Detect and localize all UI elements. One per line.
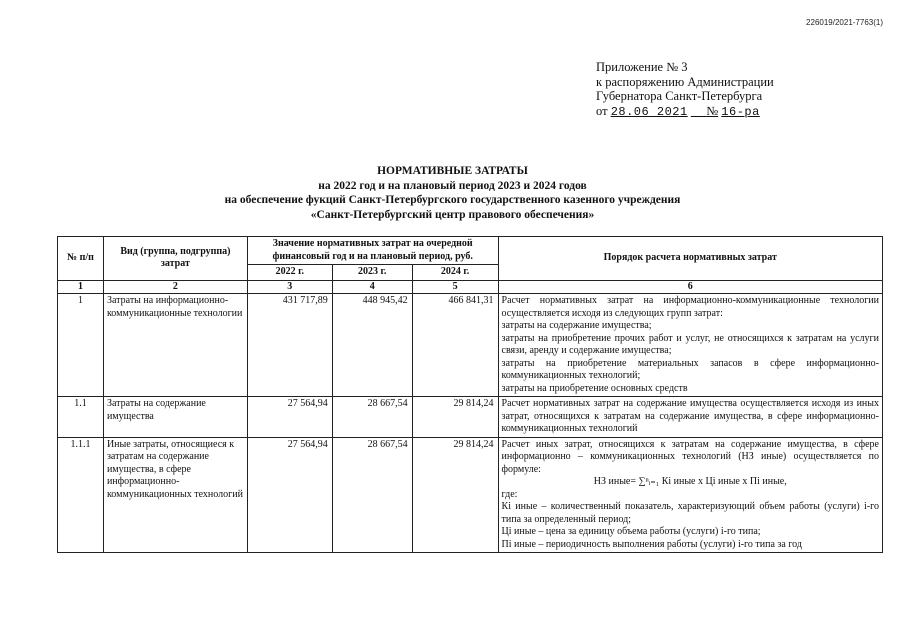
title-line-2: на 2022 год и на плановый период 2023 и 2024 годов xyxy=(318,179,587,192)
row-num: 1.1.1 xyxy=(58,437,104,553)
title-line-4: «Санкт-Петербургский центр правового обеспечения» xyxy=(310,208,595,221)
colnum-4: 4 xyxy=(332,280,412,294)
header-year-2023: 2023 г. xyxy=(332,265,412,281)
colnum-3: 3 xyxy=(247,280,332,294)
order-line: Расчет нормативных затрат на содержание имущества осуществляется исходя из иных затрат, относящихся к затратам на содержание имущества, в сфере информационно-коммуникационных технологий xyxy=(501,398,879,434)
row-num: 1 xyxy=(58,294,104,397)
appendix-line-1: Приложение № 3 xyxy=(596,60,688,74)
appendix-line-3: Губернатора Санкт-Петербурга xyxy=(596,89,763,103)
row-value-2022: 431 717,89 xyxy=(247,294,332,397)
row-value-2022: 27 564,94 xyxy=(247,437,332,553)
colnum-6: 6 xyxy=(498,280,882,294)
order-line: затраты на приобретение прочих работ и услуг, не относящихся к затратам на услуги связи, аренду и содержание имущества; xyxy=(501,332,879,356)
header-num: № п/п xyxy=(58,237,104,281)
document-title xyxy=(0,164,905,222)
header-value: Значение нормативных затрат на очередной финансовый год и на плановый период, руб. xyxy=(247,237,498,265)
colnum-2: 2 xyxy=(103,280,247,294)
where-label: где: xyxy=(501,488,518,500)
header-order: Порядок расчета нормативных затрат xyxy=(498,237,882,281)
row-order xyxy=(498,437,882,553)
row-value-2024: 466 841,31 xyxy=(412,294,498,397)
row-order xyxy=(498,294,882,397)
row-value-2023: 28 667,54 xyxy=(332,437,412,553)
order-line: затраты на приобретение материальных запасов в сфере информационно-коммуникационных технологий; xyxy=(501,357,879,381)
column-numbers-row xyxy=(58,280,883,294)
row-type: Иные затраты, относящиеся к затратам на содержание имущества, в сфере информационно-коммуникационных технологий xyxy=(103,437,247,553)
header-type: Вид (группа, подгруппа) затрат xyxy=(103,237,247,281)
colnum-5: 5 xyxy=(412,280,498,294)
header-year-2022: 2022 г. xyxy=(247,265,332,281)
order-date: 28.06 2021 xyxy=(610,104,688,119)
row-value-2023: 28 667,54 xyxy=(332,397,412,438)
colnum-1: 1 xyxy=(58,280,104,294)
table-row xyxy=(58,397,883,438)
order-line: Расчет нормативных затрат на информационно-коммуникационные технологии осуществляется исходя из следующих групп затрат: xyxy=(501,295,879,319)
definition-line: Кi иные – количественный показатель, характеризующий объем работы (услуги) i-го типа за определенный период; xyxy=(501,501,879,525)
formula: НЗ иные= ∑ⁿᵢ₌₁ Кi иные х Цi иные х Пi иные, xyxy=(593,476,787,487)
row-type: Затраты на информационно-коммуникационные технологии xyxy=(103,294,247,397)
row-order xyxy=(498,397,882,438)
header-row xyxy=(58,237,883,265)
row-value-2023: 448 945,42 xyxy=(332,294,412,397)
appendix-line-2: к распоряжению Администрации xyxy=(596,74,774,89)
document-id: 226019/2021-7763(1) xyxy=(806,18,883,27)
appendix-date-line xyxy=(596,104,774,120)
order-number-underline xyxy=(691,105,706,119)
title-line-3: на обеспечение фукций Санкт-Петербургского государственного казенного учреждения xyxy=(224,194,681,206)
table-row xyxy=(58,294,883,397)
row-value-2022: 27 564,94 xyxy=(247,397,332,438)
order-intro: Расчет иных затрат, относящихся к затратам на содержание имущества, в сфере информационно – коммуникационных технологий (НЗ иные) осуществляется по формуле: xyxy=(501,438,879,475)
header-year-2024: 2024 г. xyxy=(412,265,498,281)
row-value-2024: 29 814,24 xyxy=(412,397,498,438)
row-value-2024: 29 814,24 xyxy=(412,437,498,553)
table-row xyxy=(58,437,883,553)
order-number: 16-ра xyxy=(721,104,760,119)
date-prefix: от xyxy=(596,103,608,118)
order-line: затраты на содержание имущества; xyxy=(501,320,652,331)
appendix-block xyxy=(596,60,774,119)
definition-line: Цi иные – цена за единицу объема работы (услуги) i-го типа; xyxy=(501,526,761,537)
costs-table xyxy=(57,236,883,553)
number-prefix: № xyxy=(706,103,719,118)
row-type: Затраты на содержание имущества xyxy=(103,397,247,438)
definition-line: Пi иные – периодичность выполнения работы (услуги) i-го типа за год xyxy=(501,538,802,550)
row-num: 1.1 xyxy=(58,397,104,438)
order-line: затраты на приобретение основных средств xyxy=(501,382,688,394)
title-line-1: НОРМАТИВНЫЕ ЗАТРАТЫ xyxy=(377,165,528,177)
